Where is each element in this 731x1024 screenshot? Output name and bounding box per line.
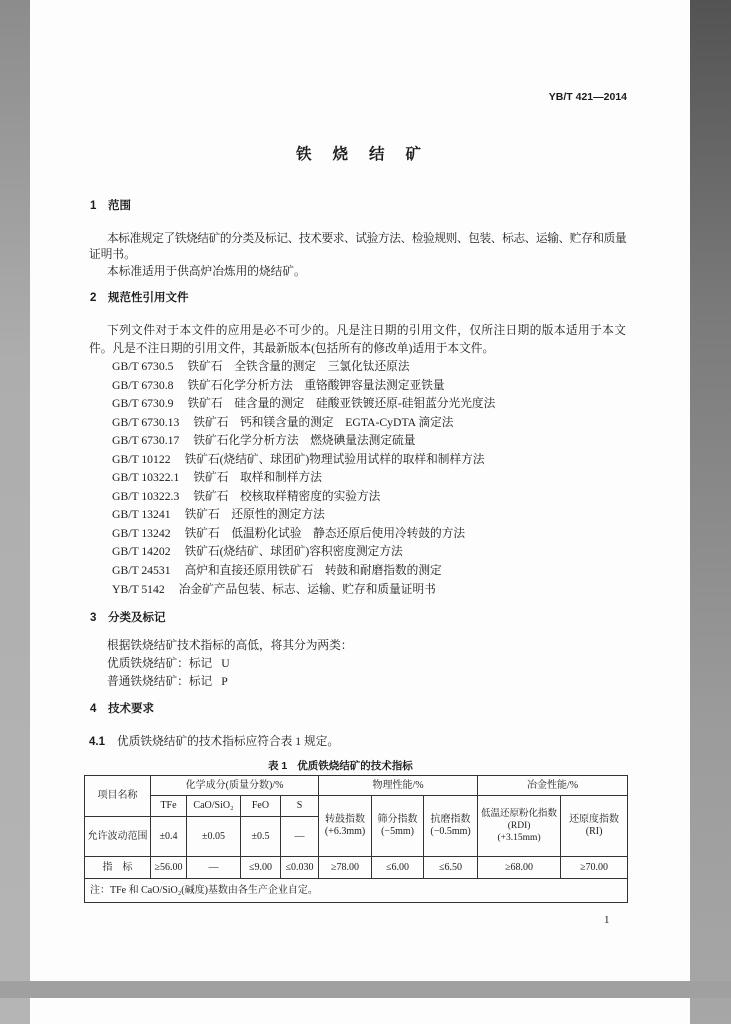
table-cell: ±0.4 [151, 817, 187, 857]
table-cell: — [281, 817, 319, 857]
section-1-heading [90, 198, 131, 214]
reference-title: 铁矿石 全铁含量的测定 三氯化钛还原法 [187, 360, 410, 373]
header-tfe: TFe [151, 796, 187, 817]
header-rdi [478, 796, 561, 857]
table-cell: — [187, 857, 241, 879]
header-metallurgical-group: 冶金性能/% [478, 776, 628, 796]
reference-title: 铁矿石 还原性的测定方法 [184, 508, 325, 522]
header-sulfur: S [281, 796, 319, 817]
reference-item [112, 432, 495, 451]
header-abbr: (RDI) [507, 821, 531, 831]
reference-item [112, 358, 495, 377]
classification-intro: 根据铁烧结矿技术指标的高低，将其分为两类： [107, 639, 353, 652]
reference-title: 铁矿石 低温粉化试验 静态还原后使用冷转鼓的方法 [184, 526, 466, 540]
references-intro-line-2: 件。凡是不注日期的引用文件，其最新版本(包括所有的修改单)适用于本文件。 [89, 342, 495, 355]
reference-title: 铁矿石(烧结矿、球团矿)容积密度测定方法 [184, 545, 403, 559]
table-cell: ≥78.00 [319, 857, 372, 879]
table-note: 注：TFe 和 CaO/SiO₂(碱度)基数由各生产企业自定。 [85, 879, 628, 903]
references-intro-line-1: 下列文件对于本文件的应用是必不可少的。凡是注日期的引用文件，仅所注日期的版本适用于本文 [107, 324, 627, 337]
reference-code: GB/T 13242 [112, 526, 171, 540]
table-cell: ≥56.00 [151, 857, 187, 879]
table-title: 优质铁烧结矿的技术指标 [297, 760, 413, 772]
clause-number: 4.1 [89, 736, 105, 748]
note-row [85, 879, 628, 903]
row-label: 指 标 [85, 857, 151, 879]
technical-index-table [84, 775, 628, 903]
reference-code: GB/T 6730.5 [112, 360, 174, 373]
table-caption [268, 758, 413, 774]
reference-item [112, 451, 495, 470]
section-title: 范围 [108, 200, 131, 212]
reference-title: 铁矿石 钙和镁含量的测定 EGTA-CyDTA 滴定法 [193, 415, 454, 429]
reference-code: GB/T 10322.1 [112, 471, 180, 485]
classification-item [107, 656, 230, 672]
header-abrasion-index [424, 796, 478, 857]
reference-list [112, 358, 495, 599]
header-label: 还原度指数 [569, 814, 620, 825]
reference-title: 铁矿石 硅含量的测定 硅酸亚铁镀还原-硅钼蓝分光光度法 [187, 397, 496, 411]
reference-code: GB/T 24531 [112, 564, 171, 578]
reference-item [112, 469, 495, 488]
table-cell: ≤6.00 [372, 857, 424, 879]
reference-item [112, 525, 495, 544]
section-title: 技术要求 [108, 703, 154, 715]
reference-item [112, 377, 495, 396]
reference-title: 冶金矿产品包装、标志、运输、贮存和质量证明书 [178, 582, 436, 596]
reference-item [112, 562, 495, 581]
table-cell: ≤6.50 [424, 857, 478, 879]
reference-title: 铁矿石化学分析方法 燃烧碘量法测定硫量 [193, 434, 416, 448]
reference-code: YB/T 5142 [112, 582, 165, 596]
header-tumbler-index [319, 796, 372, 857]
header-ri [561, 796, 628, 857]
section-title: 分类及标记 [108, 612, 166, 624]
table-cell: ±0.05 [187, 817, 241, 857]
reference-code: GB/T 6730.17 [112, 434, 180, 448]
header-size: (−0.5mm) [430, 826, 471, 837]
index-row [85, 857, 628, 879]
reference-code: GB/T 6730.9 [112, 397, 174, 411]
row-label: 允许波动范围 [85, 817, 151, 857]
reference-code: GB/T 10122 [112, 452, 171, 466]
table-cell: ≤0.030 [281, 857, 319, 879]
scope-paragraph-2: 本标准适用于供高炉冶炼用的烧结矿。 [107, 265, 306, 278]
reference-code: GB/T 13241 [112, 508, 171, 522]
section-number: 2 [90, 292, 97, 304]
reference-item [112, 543, 495, 562]
scope-paragraph-line-1: 本标准规定了铁烧结矿的分类及标记、技术要求、试验方法、检验规则、包装、标志、运输、贮存和质量 [107, 232, 627, 245]
reference-item [112, 488, 495, 507]
reference-code: GB/T 10322.3 [112, 489, 180, 503]
reference-title: 高炉和直接还原用铁矿石 转鼓和耐磨指数的测定 [184, 564, 442, 578]
section-number: 4 [90, 703, 97, 715]
header-screening-index [372, 796, 424, 857]
class-name: 普通铁烧结矿：标记 [107, 675, 213, 688]
table-cell: ≥68.00 [478, 857, 561, 879]
header-label: 筛分指数 [377, 814, 418, 825]
class-mark: P [221, 675, 228, 688]
reference-title: 铁矿石化学分析方法 重铬酸钾容量法测定亚铁量 [187, 378, 445, 392]
section-2-heading [90, 290, 189, 306]
document-title: 铁烧结矿 [296, 146, 443, 163]
reference-title: 铁矿石 取样和制样方法 [193, 471, 322, 485]
section-3-heading [90, 610, 166, 626]
reference-item [112, 581, 495, 600]
reference-item [112, 414, 495, 433]
header-abbr: (RI) [585, 826, 603, 837]
reference-item [112, 395, 495, 414]
clause-text: 优质铁烧结矿的技术指标应符合表 1 规定。 [117, 735, 340, 748]
reference-title: 铁矿石(烧结矿、球团矿)物理试验用试样的取样和制样方法 [184, 452, 485, 466]
table-cell: ≥70.00 [561, 857, 628, 879]
classification-item [107, 674, 228, 690]
table-header-row [85, 776, 628, 796]
header-size: (−5mm) [381, 826, 414, 837]
section-number: 3 [90, 612, 97, 624]
header-label: 抗磨指数 [430, 814, 471, 825]
header-size: (+6.3mm) [324, 826, 366, 837]
header-physical-group: 物理性能/% [319, 776, 478, 796]
header-basicity: CaO/SiO₂ [187, 796, 241, 817]
section-number: 1 [90, 200, 97, 212]
header-size: (+3.15mm) [497, 833, 541, 843]
reference-code: GB/T 6730.8 [112, 378, 174, 392]
table-number: 表 1 [268, 760, 288, 772]
table-header-row [85, 796, 628, 817]
section-title: 规范性引用文件 [108, 292, 189, 304]
header-feo: FeO [241, 796, 281, 817]
section-4-heading [90, 701, 154, 717]
reference-code: GB/T 14202 [112, 545, 171, 559]
clause-4-1 [89, 734, 339, 750]
header-chemical-group: 化学成分(质量分数)/% [151, 776, 319, 796]
standard-code: YB/T 421—2014 [548, 91, 627, 103]
reference-item [112, 506, 495, 525]
table-cell: ±0.5 [241, 817, 281, 857]
class-mark: U [221, 657, 230, 670]
reference-title: 铁矿石 校核取样精密度的实验方法 [193, 489, 381, 503]
scope-paragraph-line-2: 证明书。 [89, 248, 136, 261]
class-name: 优质铁烧结矿：标记 [107, 657, 213, 670]
page-number: 1 [604, 914, 610, 926]
header-item-name: 项目名称 [85, 776, 151, 817]
reference-code: GB/T 6730.13 [112, 415, 180, 429]
header-label: 低温还原粉化指数 [481, 809, 558, 819]
header-label: 转鼓指数 [325, 814, 366, 825]
table-cell: ≤9.00 [241, 857, 281, 879]
